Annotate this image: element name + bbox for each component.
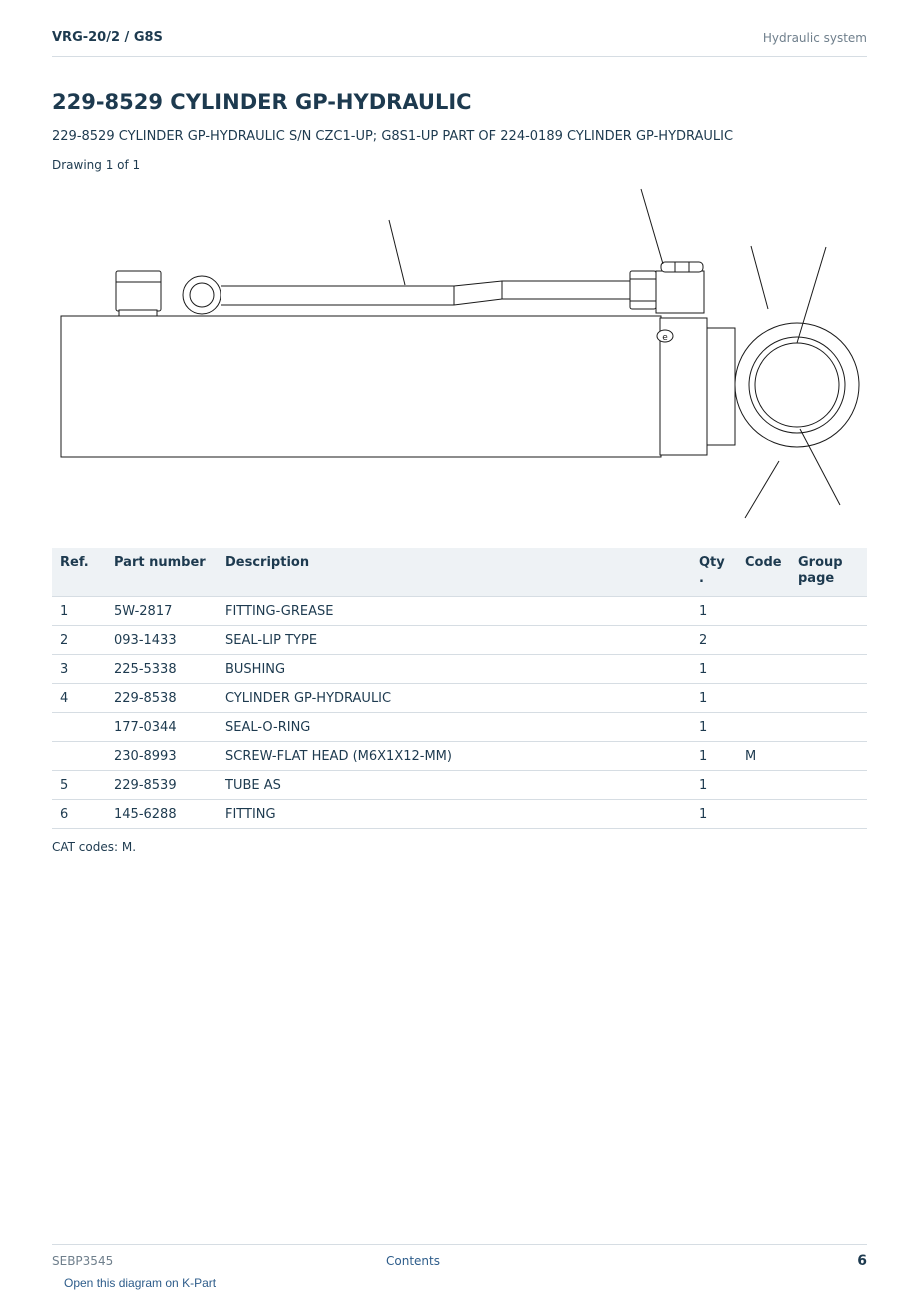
page-subtitle: 229-8529 CYLINDER GP-HYDRAULIC S/N CZC1-UP; G8S1-UP PART OF 224-0189 CYLINDER GP-HYDRAULIC [52,129,734,144]
fitting-body [656,271,704,313]
contents-link[interactable]: Contents [386,1254,440,1268]
cell-part-number: 229-8539 [106,771,217,800]
model-label: VRG-20/2 / G8S [52,30,163,45]
fitting-cap [661,262,703,272]
col-ref: Ref. [52,548,106,597]
cell-description: SEAL-O-RING [217,713,691,742]
cell-qty: 1 [691,655,737,684]
cell-ref: 3 [52,655,106,684]
cell-description: FITTING [217,800,691,829]
col-group-page: Group page [790,548,867,597]
parts-table [52,548,867,829]
cell-group-page [790,742,867,771]
cell-group-page [790,626,867,655]
cylinder-body [61,316,661,457]
cell-code [737,655,790,684]
cell-group-page [790,655,867,684]
cell-ref: 4 [52,684,106,713]
parts-drawing [52,185,867,525]
cell-group-page [790,597,867,626]
cat-codes-note: CAT codes: M. [52,840,137,854]
cell-ref [52,742,106,771]
cell-part-number: 229-8538 [106,684,217,713]
table-row [52,742,867,771]
cell-qty: 1 [691,771,737,800]
cell-ref: 1 [52,597,106,626]
cell-description: SEAL-LIP TYPE [217,626,691,655]
tube-nut [630,271,656,309]
leader-line [641,189,663,264]
cell-group-page [790,800,867,829]
col-qty: Qty . [691,548,737,597]
cell-part-number: 093-1433 [106,626,217,655]
kpart-diagram-link[interactable]: Open this diagram on K-Part [64,1276,217,1290]
page-footer [52,1244,867,1269]
cell-ref: 5 [52,771,106,800]
page-title: 229-8529 CYLINDER GP-HYDRAULIC [52,90,472,114]
tube-eye-outer [183,276,221,314]
table-row [52,655,867,684]
cell-qty: 2 [691,626,737,655]
table-row [52,800,867,829]
cell-code [737,713,790,742]
leader-line [751,246,768,309]
cell-part-number: 225-5338 [106,655,217,684]
cell-part-number: 145-6288 [106,800,217,829]
cell-qty: 1 [691,800,737,829]
cell-qty: 1 [691,742,737,771]
page-header [52,28,867,57]
head-collar [707,328,735,445]
col-code: Code [737,548,790,597]
table-row [52,771,867,800]
tube-assembly [221,281,631,305]
cell-code: M [737,742,790,771]
table-row [52,597,867,626]
cell-code [737,684,790,713]
cell-group-page [790,684,867,713]
col-part-number: Part number [106,548,217,597]
table-row [52,626,867,655]
cell-code [737,771,790,800]
port-marker-label: e [662,333,668,343]
table-row [52,713,867,742]
doc-number: SEBP3545 [52,1254,114,1268]
cell-description: BUSHING [217,655,691,684]
section-label: Hydraulic system [762,31,867,45]
leader-line [745,461,779,518]
cell-part-number: 177-0344 [106,713,217,742]
cell-description: FITTING-GREASE [217,597,691,626]
cell-ref [52,713,106,742]
leader-line [389,220,405,285]
cell-group-page [790,771,867,800]
col-description: Description [217,548,691,597]
cell-qty: 1 [691,713,737,742]
cell-qty: 1 [691,597,737,626]
cell-code [737,626,790,655]
cell-part-number: 5W-2817 [106,597,217,626]
cell-ref: 6 [52,800,106,829]
cell-group-page [790,713,867,742]
table-header-row [52,548,867,597]
cell-code [737,597,790,626]
cell-description: CYLINDER GP-HYDRAULIC [217,684,691,713]
cell-ref: 2 [52,626,106,655]
cell-qty: 1 [691,684,737,713]
cell-description: TUBE AS [217,771,691,800]
drawing-label: Drawing 1 of 1 [52,158,141,172]
page-number: 6 [857,1253,867,1269]
cell-code [737,800,790,829]
cell-description: SCREW-FLAT HEAD (M6X1X12-MM) [217,742,691,771]
cell-part-number: 230-8993 [106,742,217,771]
grease-fitting [116,271,161,311]
table-row [52,684,867,713]
